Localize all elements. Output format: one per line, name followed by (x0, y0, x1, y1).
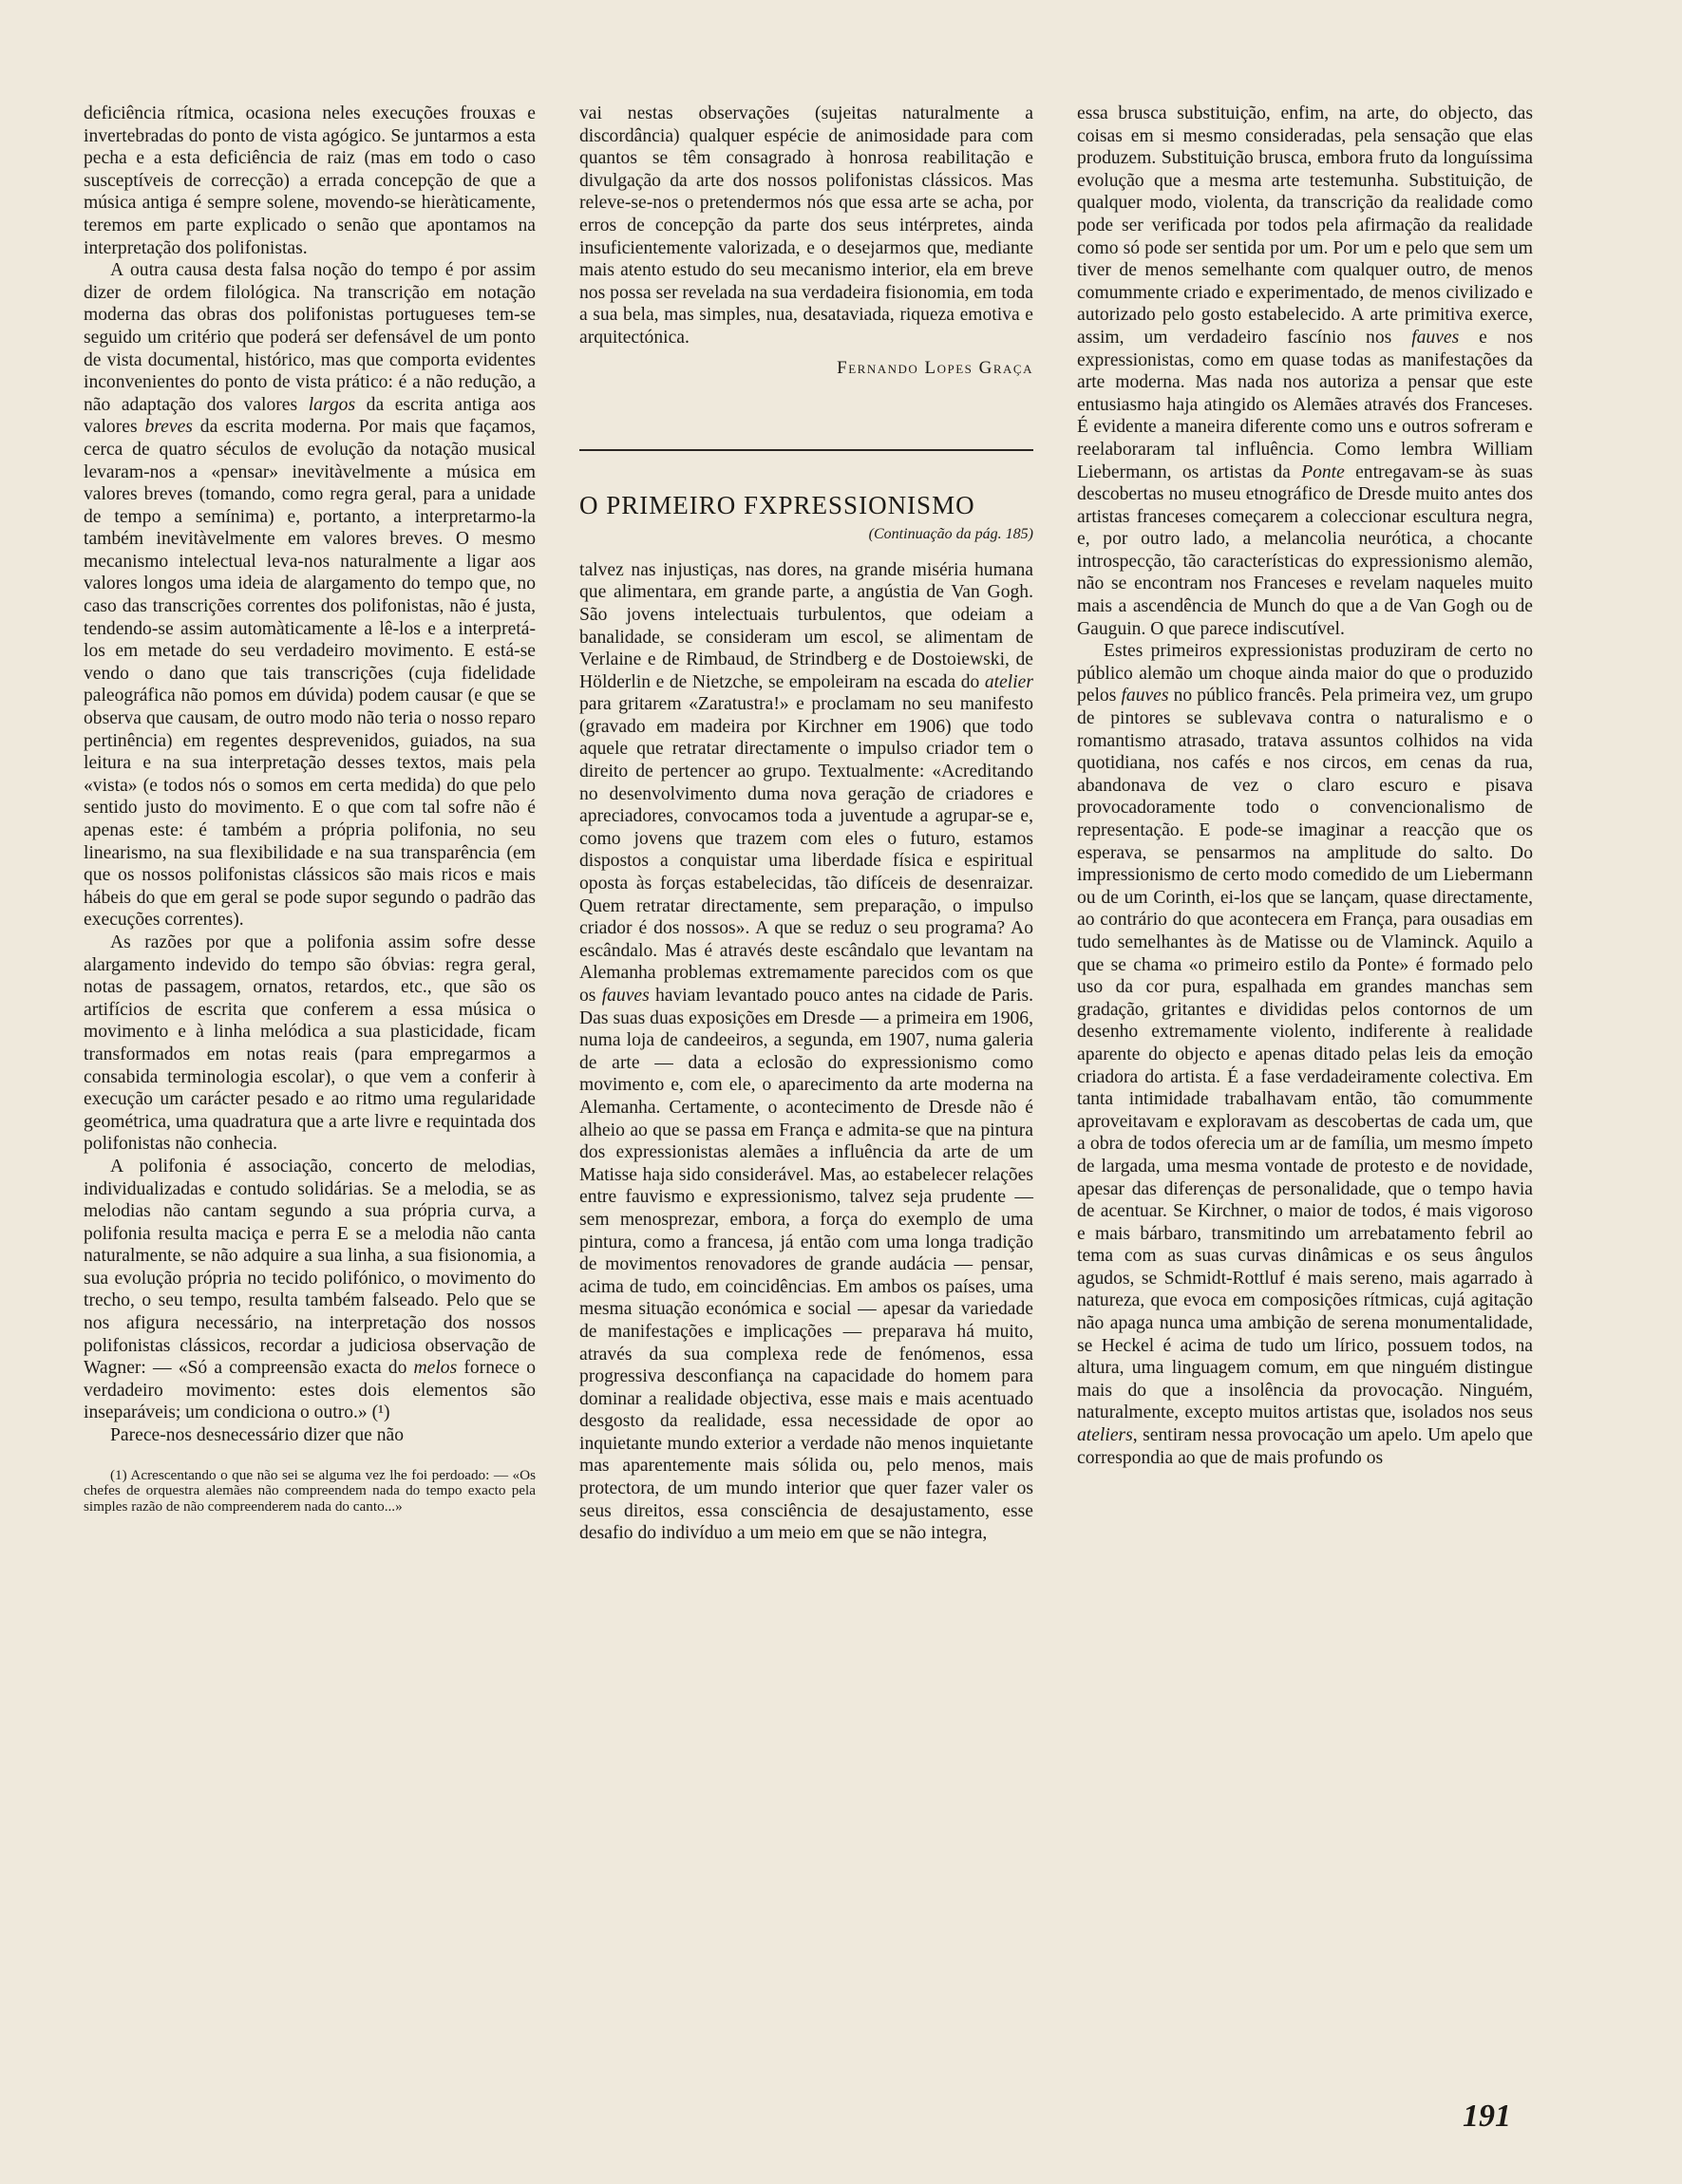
paragraph: vai nestas observações (sujeitas naturalmente a discordância) qualquer espécie de animosidade para com quantos se têm consagrado à honrosa reabilitação e divulgação da arte dos nossos polifonistas clássicos. Mas releve-se-nos o pretendermos nós que essa arte se acha, por erros de concepção da parte dos seus intérpretes, ainda insuficientemente valorizada, e o desejarmos que, mediante mais atento estudo do seu mecanismo interior, ela em breve nos possa ser revelada na sua verdadeira fisionomia, em toda a sua bela, mas simples, nua, desataviada, riqueza emotiva e arquitectónica. (579, 104, 1033, 348)
paragraph: Parece-nos desnecessário dizer que não (110, 1425, 405, 1446)
article-title: O PRIMEIRO FXPRESSIONISMO (579, 491, 975, 520)
continuation-note: (Continuação da pág. 185) (868, 526, 1033, 543)
column-1 (84, 103, 536, 1515)
paragraph: talvez nas injustiças, nas dores, na grande miséria humana que alimentara, em grande parte, a angústia de Van Gogh. São jovens intelectuais turbulentos, que odeiam a banalidade, se consideram um escol, se alimentam de Verlaine e de Rimbaud, de Strindberg e de Dostoiewski, de Hölderlin e de Nietzche, se empoleiram na escada do atelier para gritarem «Zaratustra!» e proclamam no seu manifesto (gravado em madeira por Kirchner em 1906) que todo aquele que retratar directamente o impulso criador tem o direito de pertencer ao grupo. Textualmente: «Acreditando no desenvolvimento duma nova geração de criadores e apreciadores, convocamos toda a juventude a agrupar-se e, como jovens que trazem com eles o futuro, estamos dispostos a conquistar uma liberdade física e espiritual oposta às forças estabelecidas, tão difíceis de desenraizar. Quem retratar directamente, sem preparação, o impulso criador é dos nossos». A que se reduz o seu programa? Ao escândalo. Mas é através deste escândalo que levantam na Alemanha problemas extremamente parecidos com os que os fauves haviam levantado pouco antes na cidade de Paris. Das suas duas exposições em Dresde — a primeira em 1906, numa loja de candeeiros, a segunda, em 1907, numa galeria de arte — data a eclosão do expressionismo como movimento e, com ele, o aparecimento da arte moderna na Alemanha. Certamente, o acontecimento de Dresde não é alheio ao que se passa em França e admita-se que na pintura dos expressionistas alemães a influência da arte de um Matisse haja sido considerável. Mas, ao estabelecer relações entre fauvismo e expressionismo, talvez seja prudente — sem menosprezar, embora, a força do exemplo de uma pintura, como a francesa, já então com uma longa tradição de movimentos renovadores de grande audácia — pensar, acima de tudo, em coincidências. Em ambos os países, uma mesma situação económica e social — apesar da variedade de manifestações e implicações — preparava há muito, através da sua complexa rede de fenómenos, essa progressiva desconfiança na capacidade do homem para dominar a realidade objectiva, esse mais e mais acentuado desgosto da realidade, essa necessidade de opor ao inquietante mundo exterior a verdade não menos inquietante mas aparentemente mais sólida ou, pelo menos, mais protectora, de um mundo interior que quer fazer valer os seus direitos, essa consciência de desajustamento, esse desafio do indivíduo a um meio em que se não integra, (579, 559, 1033, 1544)
paragraph: As razões por que a polifonia assim sofre desse alargamento indevido do tempo são óbvias: regra geral, notas de passagem, ornatos, retardos, etc., que são os artifícios de escrita que conferem a essa música o movimento e à linha melódica a sua plasticidade, ficam transformados em notas reais (para empregarmos a consabida terminologia escolar), o que vem a conferir à execução um carácter pesado e ao ritmo uma regularidade geométrica, uma quadratura que a arte livre e requintada dos polifonistas não conhecia. (84, 932, 536, 1155)
column-2 (579, 103, 1033, 1545)
paragraph: Estes primeiros expressionistas produziram de certo no público alemão um choque ainda maior do que o produzido pelos fauves no público francês. Pela primeira vez, um grupo de pintores se sublevava contra o naturalismo e o romantismo atrasado, tratava assuntos colhidos na vida quotidiana, nos cafés e nos circos, em cenas da rua, abandonava de vez o claro escuro e pisava provocadoramente todo o convencionalismo de representação. E pode-se imaginar a reacção que os esperava, se pensarmos na amplitude do salto. Do impressionismo de certo modo comedido de um Liebermann ou de um Corinth, ei-los que se lançam, quase directamente, ao contrário do que acontecera em França, para ousadias em tudo semelhantes às de Matisse ou de Vlaminck. Aquilo a que se chama «o primeiro estilo da Ponte» é formado pelo uso da cor pura, espalhada em grandes manchas sem gradação, gritantes e divididas pelos contornos de um desenho extremamente violento, indiferente à realidade aparente do objecto e apenas ditado pelas leis da emoção criadora do artista. É a fase verdadeiramente colectiva. Em tanta intimidade trabalhavam então, tão comummente aproveitavam e exploravam as descobertas de cada um, que a obra de todos oferecia um ar de família, um mesmo ímpeto de largada, uma mesma vontade de protesto e de novidade, apesar das diferenças de personalidade, que o tempo havia de acentuar. Se Kirchner, o maior de todos, é mais vigoroso e mais bárbaro, transmitindo um arrebatamento febril ao tema com as suas curvas dinâmicas e os seus ângulos agudos, se Schmidt-Rottluf é mais sereno, mais agarrado à natureza, que evoca em composições rítmicas, cujá agitação não apaga nunca uma ambição de serena monumentalidade, se Heckel é acima de tudo um lírico, possuem todos, na altura, uma linguagem comum, em que ninguém distingue mais do que a insolência da provocação. Ninguém, naturalmente, excepto muitos artistas que, isolados nos seus ateliers, sentiram nessa provocação um apelo. Um apelo que correspondia ao que de mais profundo os (1077, 641, 1533, 1468)
paragraph: A polifonia é associação, concerto de melodias, individualizadas e contudo solidárias. Se a melodia, se as melodias não cantam segundo a sua própria curva, a polifonia resulta maciça e perra E se a melodia não canta naturalmente, se não adquire a sua linha, a sua fisionomia, a sua evolução própria no tecido polifónico, o movimento do trecho, o seu tempo, resulta também falseado. Pelo que se nos afigura necessário, na interpretação dos nossos polifonistas clássicos, recordar a judiciosa observação de Wagner: — «Só a compreensão exacta do melos fornece o verdadeiro movimento: estes dois elementos são inseparáveis; um condiciona o outro.» (¹) (84, 1156, 537, 1423)
footnote: (1) Acrescentando o que não sei se alguma vez lhe foi perdoado: — «Os chefes de orquestra alemães não compreendem nada do tempo exacto pela simples razão de não compreenderem nada do canto...» (84, 1466, 536, 1515)
column-3 (1077, 103, 1533, 1469)
section-divider (579, 449, 1033, 451)
page-number: 191 (1463, 2099, 1511, 2134)
paragraph: essa brusca substituição, enfim, na arte, do objecto, das coisas em si mesmo consideradas, pela sensação que elas produzem. Substituição brusca, embora fruto da longuíssima evolução que a mesma arte testemunha. Substituição, de qualquer modo, violenta, da transcrição da realidade como pode ser verificada por todos pela afirmação da realidade como só pode ser sentida por um. Por um e pelo que sem um tiver de menos semelhante com qualquer outro, de menos comummente criado e experimentado, de menos civilizado e autorizado pelo gosto estabelecido. A arte primitiva exerce, assim, um verdadeiro fascínio nos fauves e nos expressionistas, como em quase todas as manifestações da arte moderna. Mas nada nos autoriza a pensar que este entusiasmo haja atingido os Alemães através dos Franceses. É evidente a maneira diferente como uns e outros sofreram e reelaboraram tal influência. Como lembra William Liebermann, os artistas da Ponte entregavam-se às suas descobertas no museu etnográfico de Dresde muito antes dos artistas franceses começarem a coleccionar escultura negra, e, por outro lado, a melancolia neurótica, a chocante introspecção, tão características do expressionismo alemão, não se encontram nos Franceses e revelam naqueles muito mais a ascendência de Munch do que a de Van Gogh ou de Gauguin. O que parece indiscutível. (1077, 104, 1534, 639)
paragraph: deficiência rítmica, ocasiona neles execuções frouxas e invertebradas do ponto de vista agógico. Se juntarmos a esta pecha e a esta deficiência de raiz (mas em todo o caso susceptíveis de correcção) a errada concepção de que a música antiga é sempre solene, movendo-se hieràticamente, teremos em parte explicado o senão que apontamos na interpretação dos polifonistas. (84, 104, 536, 258)
paragraph: A outra causa desta falsa noção do tempo é por assim dizer de ordem filológica. Na transcrição em notação moderna das obras dos polifonistas portugueses tem-se seguido um critério que poderá ser defensável de um ponto de vista documental, histórico, mas que comporta evidentes inconvenientes do ponto de vista prático: é a não redução, a não adaptação dos valores largos da escrita antiga aos valores breves da escrita moderna. Por mais que façamos, cerca de quatro séculos de evolução da notação musical levaram-nos a «pensar» inevitàvelmente a música em valores breves (tomando, como regra geral, para a unidade de tempo a semínima) e, portanto, a interpretarmo-la também inevitàvelmente em valores breves. O mesmo mecanismo intelectual leva-nos naturalmente a ligar aos valores longos uma ideia de alargamento do tempo que, no caso das transcrições correntes dos polifonistas, não é justa, tendendo-se assim automàticamente a lê-los e a interpretá-los em metade do seu verdadeiro movimento. E está-se vendo o dano que tais transcrições (cuja fidelidade paleográfica não pomos em dúvida) podem causar (e que se observa que causam, de outro modo não teria o nosso reparo pertinência) em regentes desprevenidos, guiados, na sua leitura e na sua interpretação desses textos, mais pela «vista» (e todos nós o somos em certa medida) do que pelo sentido justo do movimento. E o que com tal sofre não é apenas este: é também a própria polifonia, no seu linearismo, na sua flexibilidade e na sua transparência (em que os nossos polifonistas clássicos são mais ricos e mais hábeis do que em geral se pode supor segundo o padrão das execuções correntes). (84, 260, 536, 931)
author-signature: Fernando Lopes Graça (837, 357, 1033, 378)
